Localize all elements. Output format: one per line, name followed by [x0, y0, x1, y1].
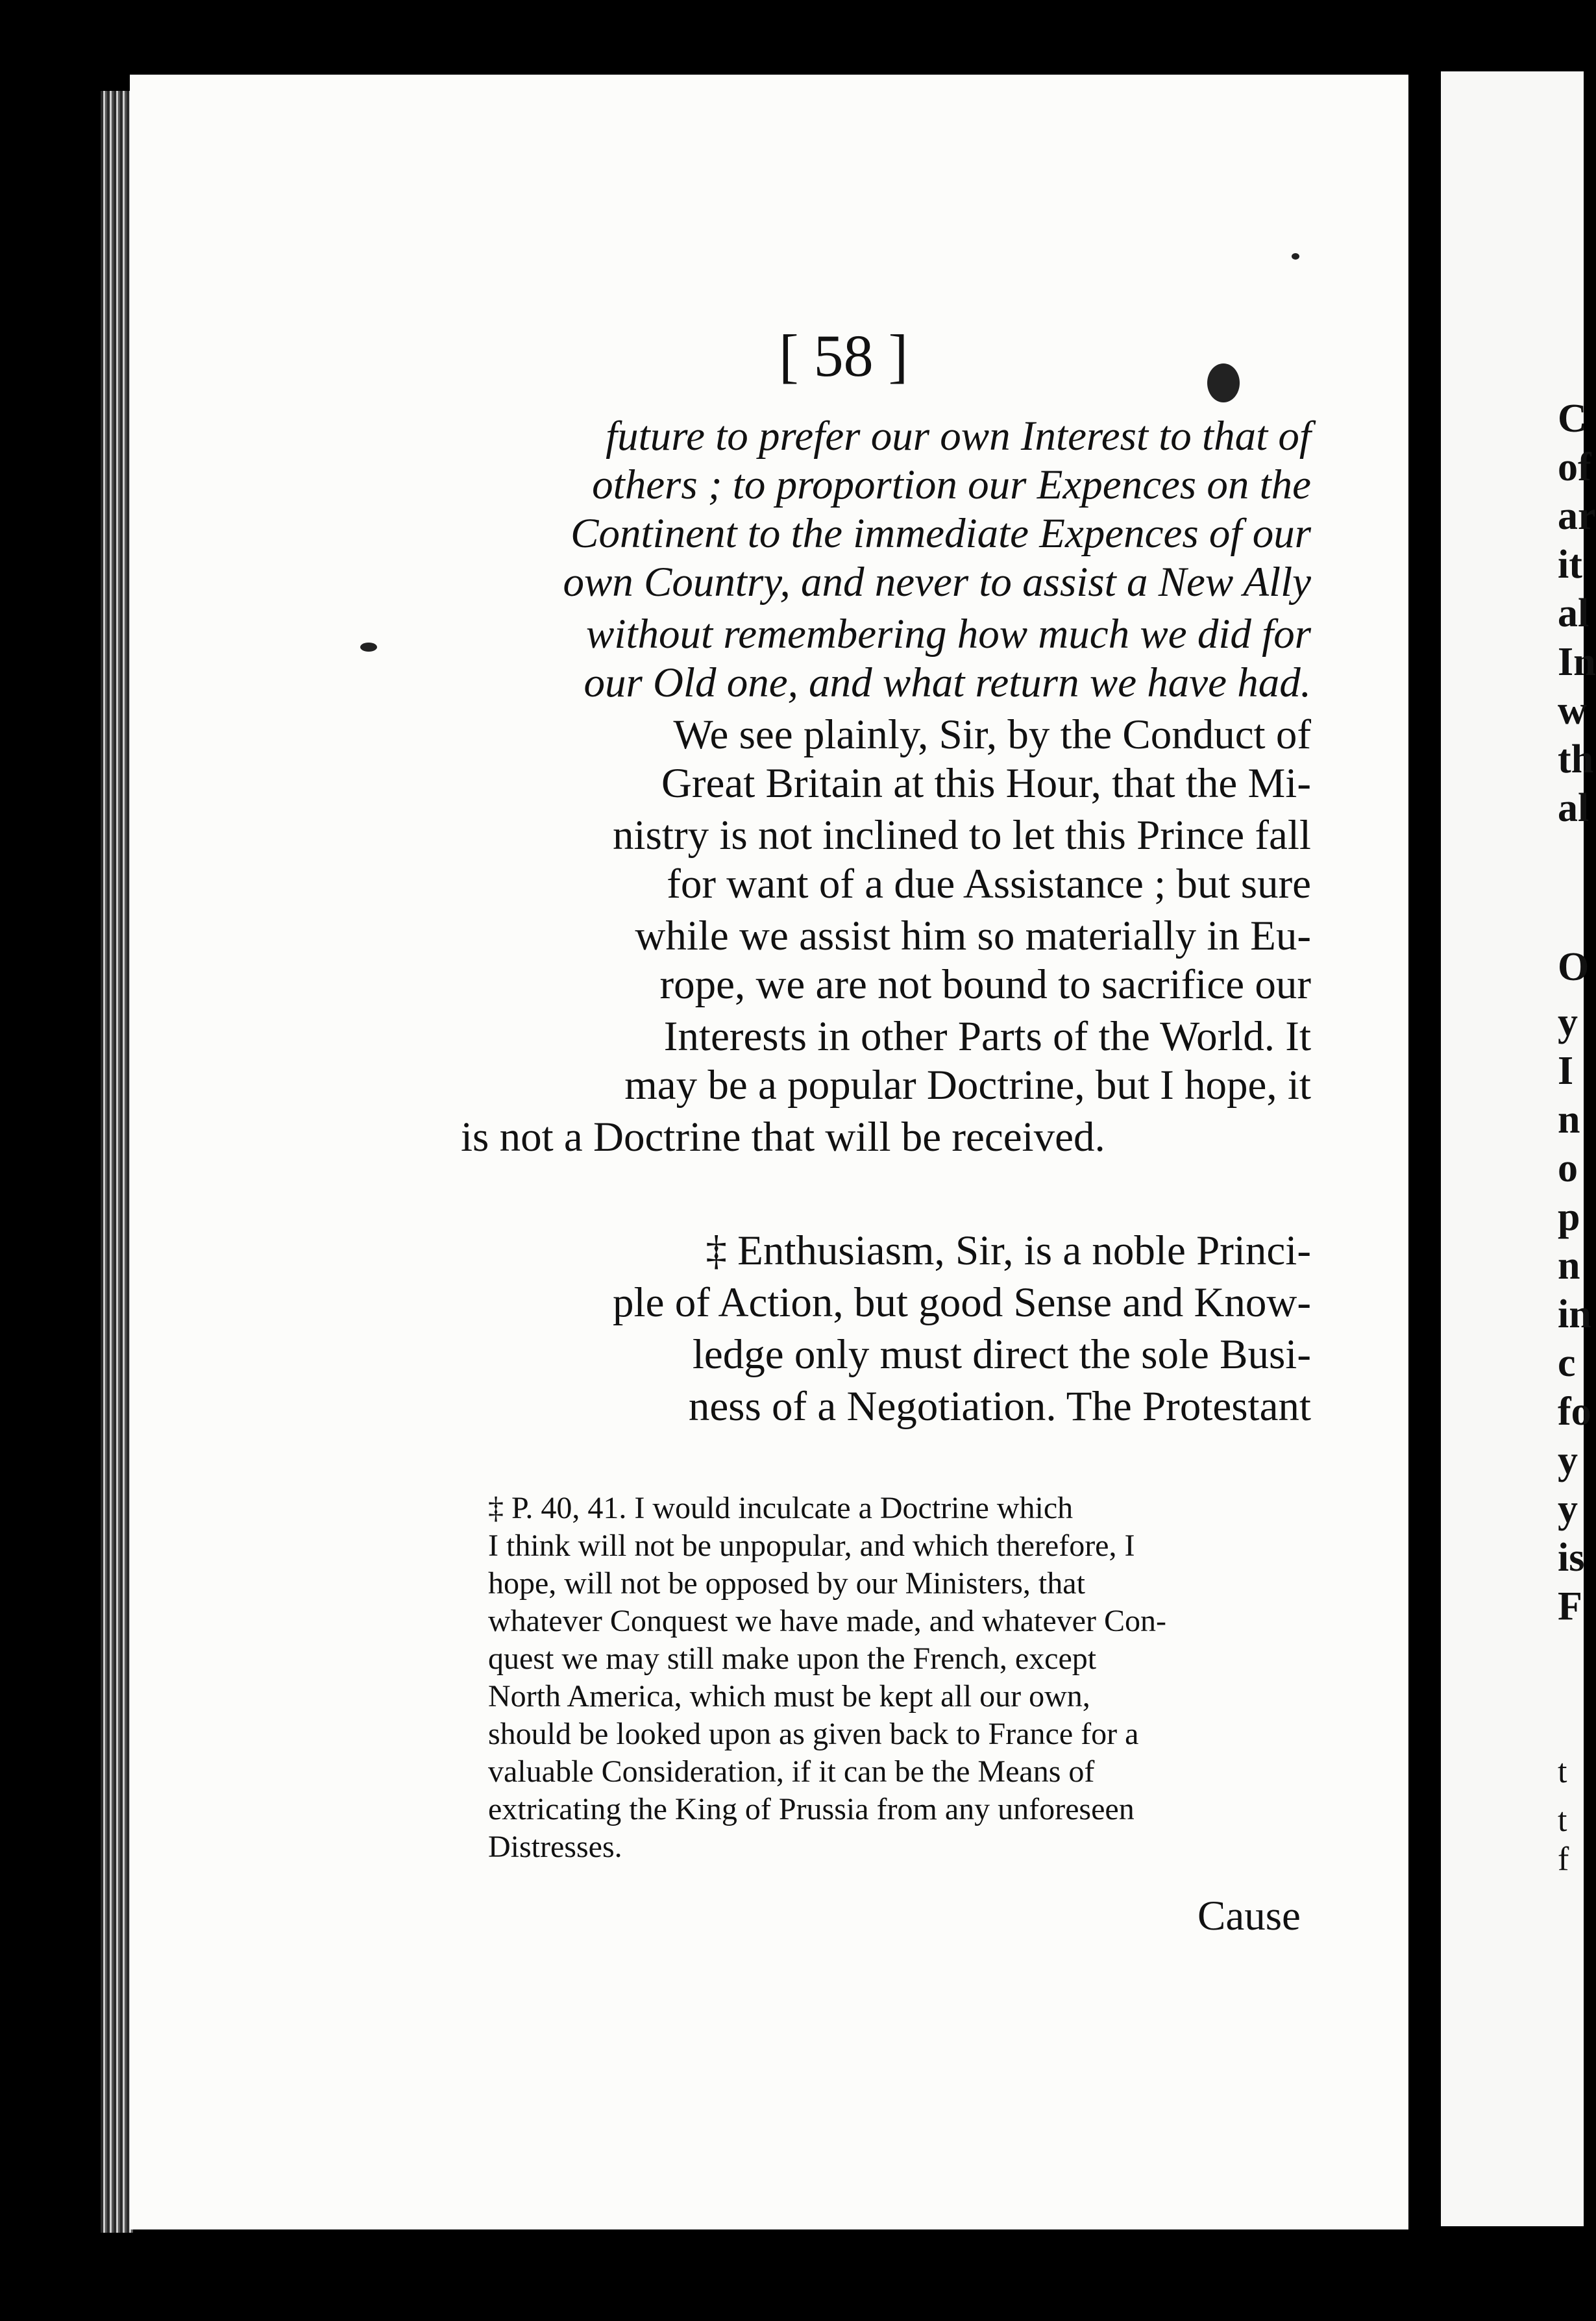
ink-blot — [360, 643, 377, 652]
page-edge — [101, 91, 133, 2233]
footnote-line: North America, which must be kept all our own, — [488, 1679, 1090, 1713]
text-line: ledge only must direct the sole Busi- — [692, 1331, 1311, 1378]
footnote-line: valuable Consideration, if it can be the Means of — [488, 1754, 1095, 1789]
adjacent-page-text: o — [1558, 1146, 1578, 1190]
text-line: may be a popular Doctrine, but I hope, it — [624, 1062, 1311, 1109]
text-line: Interests in other Parts of the World. It — [663, 1013, 1311, 1060]
text-line: ness of a Negotiation. The Protestant — [688, 1383, 1311, 1430]
ink-blot — [1207, 363, 1240, 402]
adjacent-page-text: y — [1558, 1487, 1578, 1531]
adjacent-page-text: in — [1558, 1292, 1591, 1336]
text-line: ple of Action, but good Sense and Know- — [613, 1279, 1311, 1326]
adjacent-page-text: th — [1558, 737, 1594, 781]
footnote-line: whatever Conquest we have made, and whatever Con- — [488, 1604, 1166, 1638]
adjacent-page-text: c — [1558, 1341, 1576, 1385]
text-line: rope, we are not bound to sacrifice our — [659, 961, 1311, 1008]
text-line: our Old one, and what return we have had. — [583, 659, 1311, 706]
adjacent-page-text: w — [1558, 689, 1587, 733]
text-line: Great Britain at this Hour, that the Mi- — [661, 760, 1311, 807]
adjacent-page-text: t — [1558, 1753, 1567, 1790]
adjacent-page-text: C — [1558, 397, 1587, 441]
text-line: nistry is not inclined to let this Prince fall — [613, 812, 1311, 859]
footnote-line: quest we may still make upon the French, except — [488, 1641, 1097, 1676]
footnote-line: I think will not be unpopular, and which therefore, I — [488, 1529, 1135, 1563]
adjacent-page-text: f — [1558, 1841, 1569, 1878]
footnote-line: ‡ P. 40, 41. I would inculcate a Doctrine which — [488, 1491, 1074, 1525]
adjacent-page-text: is — [1558, 1536, 1585, 1580]
footnote-line: Distresses. — [488, 1830, 622, 1864]
footnote-line: should be looked upon as given back to France for a — [488, 1717, 1139, 1751]
adjacent-page-text: ar — [1558, 494, 1596, 538]
adjacent-page-text: of — [1558, 445, 1591, 489]
adjacent-page-text: t — [1558, 1802, 1567, 1839]
text-line: while we assist him so materially in Eu- — [635, 913, 1311, 959]
text-line: Continent to the immediate Expences of our — [571, 510, 1311, 557]
adjacent-page-text: p — [1558, 1195, 1580, 1239]
text-line: ‡ Enthusiasm, Sir, is a noble Princi- — [706, 1227, 1311, 1274]
footnote-line: extricating the King of Prussia from any unforeseen — [488, 1792, 1135, 1826]
catchword: Cause — [1197, 1893, 1301, 1939]
text-line: for want of a due Assistance ; but sure — [667, 861, 1311, 907]
adjacent-page-text: fo — [1558, 1390, 1591, 1434]
adjacent-page-text: y — [1558, 1438, 1578, 1482]
text-line: without remembering how much we did for — [586, 611, 1311, 657]
adjacent-page-text: al — [1558, 786, 1590, 830]
text-line: We see plainly, Sir, by the Conduct of — [673, 711, 1311, 758]
adjacent-page-text: F — [1558, 1584, 1582, 1628]
page-number: [ 58 ] — [779, 323, 909, 389]
adjacent-page-text: O — [1558, 945, 1590, 989]
adjacent-page-text: In — [1558, 640, 1596, 684]
adjacent-page-fragment — [1441, 71, 1596, 2226]
adjacent-page-text: it — [1558, 543, 1582, 587]
text-line: others ; to proportion our Expences on the — [592, 461, 1311, 508]
adjacent-page-text: I — [1558, 1049, 1574, 1093]
adjacent-page-text: n — [1558, 1244, 1580, 1288]
ink-blot — [1292, 253, 1299, 260]
footnote-line: hope, will not be opposed by our Ministers, that — [488, 1566, 1085, 1601]
book-gutter — [1408, 58, 1441, 2259]
text-line: future to prefer our own Interest to that of — [606, 413, 1311, 460]
adjacent-page-text: y — [1558, 1000, 1578, 1044]
text-line: is not a Doctrine that will be received. — [461, 1114, 1105, 1160]
text-line: own Country, and never to assist a New Ally — [563, 559, 1311, 606]
adjacent-page-text: al — [1558, 591, 1590, 635]
adjacent-page-text: n — [1558, 1098, 1580, 1142]
